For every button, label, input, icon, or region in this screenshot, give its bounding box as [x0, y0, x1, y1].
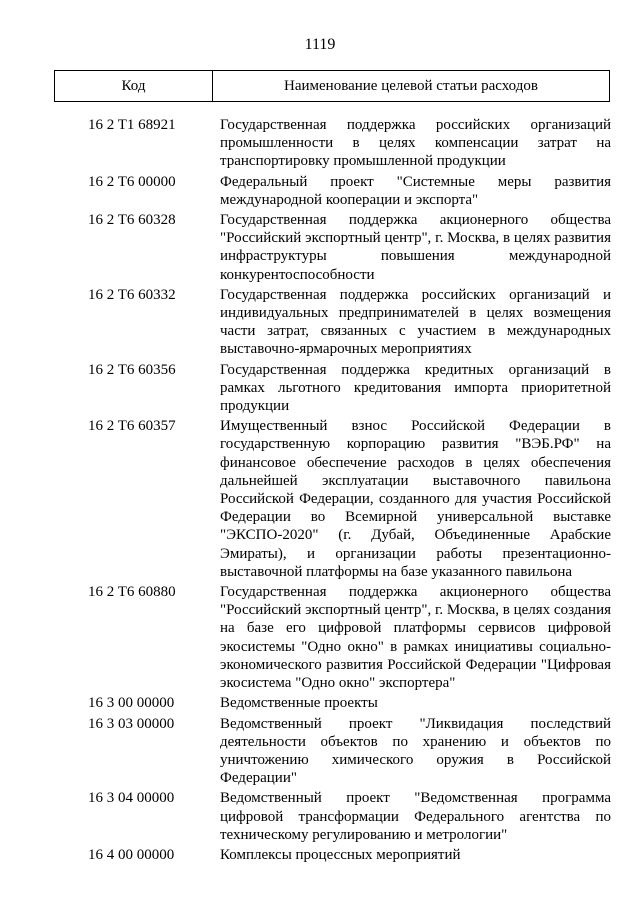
row-name: Государственная поддержка российских организаций и индивидуальных предпринимателей в целях возмещения части затрат, связанных с участием в международных выставочно-ярмарочных мероприятиях [220, 286, 611, 358]
row-code: 16 3 03 00000 [88, 715, 175, 732]
row-name: Государственная поддержка акционерного общества "Российский экспортный центр", г. Москва, в целях развития инфраструктуры повышения международной конкурентоспособности [220, 212, 611, 283]
table-row [0, 789, 640, 844]
row-code: 16 2 T6 60356 [88, 361, 176, 378]
row-name: Ведомственный проект "Ведомственная программа цифровой трансформации Федерального агентства по техническому регулированию и метрологии" [220, 790, 611, 843]
row-name: Имущественный взнос Российской Федерации в государственную корпорацию развития "ВЭБ.РФ" на финансовое обеспечение расходов в целях обеспечения дальнейшей эксплуатации выставочного павильона Российской Федерации, созданного для участия Российской Федерации во Всемирной универсальной выставке "ЭКСПО-2020" (г. Дубай, Объединенные Арабские Эмираты), и организации работы презентационно-выставочной платформы на базе указанного павильона [220, 418, 611, 580]
row-name: Ведомственные проекты [220, 695, 378, 712]
row-code: 16 2 T6 60357 [88, 418, 176, 435]
table-row [0, 286, 640, 359]
table-row [0, 583, 640, 692]
table-row [0, 116, 640, 171]
table-row [0, 211, 640, 284]
table-row [0, 694, 640, 712]
row-name: Комплексы процессных мероприятий [220, 846, 461, 863]
row-name: Государственная поддержка кредитных организаций в рамках льготного кредитования импорта приоритетной продукции [220, 361, 611, 415]
row-name: Государственная поддержка акционерного общества "Российский экспортный центр", г. Москва, в целях создания на базе его цифровой платформы сервисов цифровой экосистемы "Одно окно" в рамках инициативы социально-экономического развития Российской Федерации "Цифровая экосистема "Одно окно" экспортера" [220, 584, 611, 692]
table-row [0, 846, 640, 864]
header-code: Код [55, 71, 213, 101]
table-body [0, 116, 640, 866]
row-name: Федеральный проект "Системные меры развития международной кооперации и экспорта" [220, 173, 611, 208]
row-code: 16 2 T6 60880 [88, 584, 176, 601]
header-name: Наименование целевой статьи расходов [284, 77, 538, 94]
row-code: 16 2 T6 60332 [88, 286, 176, 303]
row-code: 16 3 04 00000 [88, 790, 175, 807]
row-code: 16 2 T6 00000 [88, 173, 176, 190]
row-code: 16 2 T6 60328 [88, 212, 176, 229]
page-number: 1119 [304, 36, 336, 53]
table-row [0, 417, 640, 581]
table-row [0, 173, 640, 209]
table-row [0, 715, 640, 788]
row-name: Ведомственный проект "Ликвидация последствий деятельности объектов по хранению и объектов по уничтожению химического оружия в Российской Федерации" [220, 715, 611, 787]
row-code: 16 2 T1 68921 [88, 117, 176, 133]
row-code: 16 4 00 00000 [88, 846, 175, 863]
table-row [0, 361, 640, 416]
row-name: Государственная поддержка российских организаций промышленности в целях компенсации затрат на транспортировку промышленной продукции [220, 117, 611, 170]
row-code: 16 3 00 00000 [88, 695, 175, 712]
table-header [54, 70, 610, 102]
